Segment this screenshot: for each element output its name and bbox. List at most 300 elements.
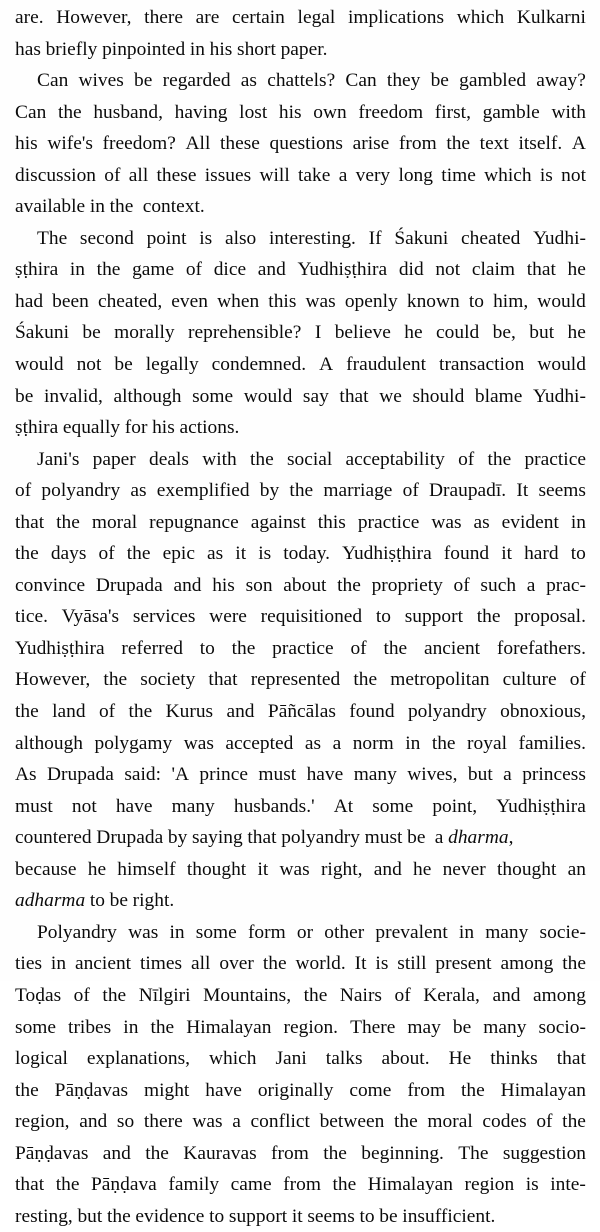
word: be, xyxy=(492,322,516,344)
word: of xyxy=(73,984,90,1006)
word: not xyxy=(561,164,586,186)
word: Kulkarni xyxy=(516,7,586,28)
word: All xyxy=(185,133,211,155)
text-line xyxy=(15,2,586,34)
word: Kerala, xyxy=(423,984,480,1006)
word: invalid, xyxy=(43,385,103,407)
word: although xyxy=(113,385,182,407)
word: the xyxy=(57,101,82,123)
word: Drupada xyxy=(47,764,114,786)
word: Yudhiṣṭhira xyxy=(15,637,105,659)
word: the xyxy=(431,732,456,754)
text-line xyxy=(15,444,586,476)
word: to xyxy=(199,637,215,659)
word: wives, xyxy=(407,764,458,786)
line-text xyxy=(15,791,586,823)
line-text xyxy=(15,728,586,760)
word: forefathers. xyxy=(496,637,586,659)
word: fraudulent xyxy=(346,354,427,376)
text-line xyxy=(15,160,586,192)
line-text xyxy=(37,223,586,255)
word: socie- xyxy=(539,921,586,943)
word: practice xyxy=(272,637,334,659)
word: is xyxy=(375,953,389,975)
word: first, xyxy=(434,101,471,123)
text-line xyxy=(15,1012,586,1044)
word: point, xyxy=(432,795,478,817)
word: the xyxy=(249,448,274,470)
word: form xyxy=(247,921,286,943)
word: come xyxy=(349,1079,392,1101)
line-text xyxy=(15,696,586,728)
word: some xyxy=(195,921,237,943)
word: cheated, xyxy=(97,290,163,312)
word: time xyxy=(441,164,476,186)
word: the xyxy=(231,637,256,659)
word: such xyxy=(480,574,517,596)
word: these xyxy=(156,164,197,186)
word: Śakuni xyxy=(15,322,69,344)
word: him, xyxy=(493,290,529,312)
word: socio- xyxy=(538,1016,586,1038)
word: found xyxy=(443,543,490,565)
line-text xyxy=(15,1169,586,1201)
word: a xyxy=(338,164,348,186)
word: between xyxy=(319,1111,385,1133)
word: legally xyxy=(145,354,199,376)
word: but xyxy=(467,764,493,786)
word: among xyxy=(500,953,554,975)
word: and xyxy=(173,574,202,596)
word: long xyxy=(398,164,433,186)
word: he xyxy=(404,322,423,344)
word: A xyxy=(571,133,586,155)
word: The xyxy=(37,227,68,249)
word: be xyxy=(430,70,449,92)
word: this xyxy=(268,290,297,312)
word: the xyxy=(145,1142,169,1164)
word: convince xyxy=(15,574,86,596)
word: Yudhi- xyxy=(533,385,586,407)
word: which xyxy=(456,7,505,28)
word: not xyxy=(435,259,461,281)
word: son xyxy=(245,574,273,596)
line-text xyxy=(15,601,586,633)
word: practice xyxy=(524,448,586,470)
word: 'A xyxy=(171,764,189,786)
word: the xyxy=(487,448,512,470)
word: that xyxy=(556,1048,586,1070)
word: over xyxy=(219,953,254,975)
word: conflict xyxy=(250,1111,310,1133)
word: of xyxy=(536,1111,553,1133)
word: did xyxy=(398,259,424,281)
word: be xyxy=(452,1016,472,1038)
word: times xyxy=(139,953,183,975)
word: is xyxy=(258,543,272,565)
word: in xyxy=(123,1016,139,1038)
word: freedom? xyxy=(102,133,176,155)
word: of xyxy=(458,448,475,470)
word: dice xyxy=(213,259,247,281)
text-line xyxy=(15,1169,586,1201)
paragraph xyxy=(15,917,586,1232)
word: which xyxy=(209,1048,257,1070)
word: would xyxy=(15,354,64,376)
word: Yudhi- xyxy=(533,227,586,249)
word: thinks xyxy=(490,1048,538,1070)
word: acceptability xyxy=(345,448,445,470)
line-text xyxy=(15,759,586,791)
word: also xyxy=(224,227,257,249)
word: be xyxy=(134,70,153,92)
word: of xyxy=(104,164,121,186)
word: gamble xyxy=(482,101,540,123)
word: logical xyxy=(15,1048,68,1070)
word: with xyxy=(202,448,237,470)
word: At xyxy=(333,795,354,817)
word: polyandry xyxy=(41,480,121,502)
word: never xyxy=(442,858,486,880)
word: the xyxy=(289,480,314,502)
word: have xyxy=(205,1079,242,1101)
text-line xyxy=(15,128,586,160)
word: Pāñcālas xyxy=(267,701,336,723)
word: of xyxy=(98,701,116,723)
word: openly xyxy=(344,290,398,312)
text-line xyxy=(15,65,586,97)
word: the xyxy=(15,1079,39,1101)
word: he xyxy=(413,858,432,880)
word: the xyxy=(446,133,471,155)
text-line xyxy=(15,854,586,886)
line-text xyxy=(15,854,586,886)
word: his xyxy=(278,101,302,123)
word: and xyxy=(492,984,521,1006)
word: many xyxy=(171,795,215,817)
word: his xyxy=(212,574,235,596)
word: I xyxy=(314,322,322,344)
word: of xyxy=(402,480,419,502)
line-text xyxy=(15,538,586,570)
word: lost xyxy=(239,101,268,123)
text-line xyxy=(15,97,586,129)
word: There xyxy=(350,1016,396,1038)
word: Yudhiṣṭhira xyxy=(342,543,432,565)
word: of xyxy=(394,984,411,1006)
word: thought xyxy=(186,858,247,880)
word: world. xyxy=(295,953,346,975)
word: prevalent xyxy=(375,921,448,943)
word: Pāṇḍavas xyxy=(15,1142,89,1164)
word: in xyxy=(169,921,185,943)
word: itself. xyxy=(518,133,563,155)
word: against xyxy=(250,511,306,533)
word: support xyxy=(404,606,463,628)
word: be xyxy=(15,385,34,407)
text-line xyxy=(15,759,586,791)
line-text xyxy=(15,664,586,696)
word: requisitioned xyxy=(260,606,363,628)
word: region xyxy=(464,1174,515,1196)
word: talks xyxy=(325,1048,363,1070)
word: Himalayan xyxy=(186,1016,272,1038)
word: reprehensible? xyxy=(188,322,302,344)
word: be xyxy=(114,354,133,376)
word: is xyxy=(199,227,213,249)
line-text xyxy=(15,633,586,665)
word: the xyxy=(303,984,328,1006)
word: the xyxy=(383,637,408,659)
word: region, xyxy=(15,1111,70,1133)
word: was xyxy=(192,1111,223,1133)
word: evident xyxy=(501,511,559,533)
word: the xyxy=(55,1174,80,1196)
text-line-with-italic xyxy=(15,885,586,917)
word: royal xyxy=(467,732,507,754)
word: is xyxy=(539,164,553,186)
line-text xyxy=(37,65,586,97)
text-line xyxy=(15,286,586,318)
word: polyandry xyxy=(407,701,487,723)
paragraph xyxy=(15,2,586,65)
word: morally xyxy=(114,322,175,344)
text-line xyxy=(15,791,586,823)
word: norm xyxy=(352,732,394,754)
word: the xyxy=(102,984,127,1006)
word: the xyxy=(562,1111,586,1133)
word: the xyxy=(562,953,586,975)
italic-term-adharma: adharma xyxy=(15,890,86,912)
word: days xyxy=(50,543,87,565)
word: Pāṇḍava xyxy=(90,1174,157,1196)
word: wife's xyxy=(47,133,93,155)
word: the xyxy=(353,669,378,691)
word: right, xyxy=(320,858,363,880)
word: it xyxy=(235,543,247,565)
line-text xyxy=(15,381,586,413)
line-text xyxy=(15,1043,586,1075)
text-line-with-italic xyxy=(15,822,586,854)
word: It xyxy=(354,953,367,975)
word: must xyxy=(258,764,297,786)
word: Nīlgiri xyxy=(138,984,191,1006)
word: say xyxy=(302,385,329,407)
word: a xyxy=(503,764,512,786)
word: implications xyxy=(347,7,445,28)
italic-term-dharma: dharma xyxy=(448,827,509,849)
word: or xyxy=(296,921,314,943)
text-line xyxy=(15,538,586,570)
word: the xyxy=(96,259,121,281)
word: As xyxy=(15,764,37,786)
word: A xyxy=(319,354,334,376)
word: would xyxy=(537,354,586,376)
line-text xyxy=(15,1106,586,1138)
word: because xyxy=(15,858,77,880)
word: take xyxy=(298,164,331,186)
word: about. xyxy=(381,1048,430,1070)
word: as xyxy=(130,480,147,502)
word: the xyxy=(128,701,153,723)
word: we xyxy=(379,385,402,407)
word: the xyxy=(262,953,287,975)
word: found xyxy=(349,701,395,723)
word: moral xyxy=(91,511,138,533)
word: point xyxy=(146,227,187,249)
word: he xyxy=(567,322,586,344)
word: should xyxy=(412,385,465,407)
word: Draupadī. xyxy=(429,480,507,502)
word: from xyxy=(407,1079,446,1101)
paragraph xyxy=(15,223,586,444)
word: tice. xyxy=(15,606,48,628)
word: originally xyxy=(257,1079,334,1101)
page-text-column xyxy=(15,2,586,1232)
word: culture xyxy=(502,669,557,691)
word: Drupada xyxy=(95,574,163,596)
word: the xyxy=(332,1174,357,1196)
word: prince xyxy=(199,764,248,786)
word: are xyxy=(195,7,220,28)
word: as xyxy=(207,543,224,565)
line-text: resting, but the evidence to support it seems to be insufficient. xyxy=(15,1205,496,1227)
word: in xyxy=(69,259,85,281)
word: as xyxy=(304,732,322,754)
word: he xyxy=(87,858,107,880)
word: from xyxy=(283,1174,321,1196)
word: many xyxy=(353,764,397,786)
word: game xyxy=(132,259,175,281)
word: Can xyxy=(15,101,47,123)
word: there xyxy=(143,1111,183,1133)
line-text xyxy=(15,1012,586,1044)
text-line xyxy=(15,223,586,255)
word: epic xyxy=(162,543,195,565)
word: moral xyxy=(427,1111,473,1133)
word: Pāṇḍavas xyxy=(54,1079,129,1101)
word: Can xyxy=(345,70,377,92)
word: land xyxy=(52,701,86,723)
word: explanations, xyxy=(86,1048,191,1070)
line-text: ṣṭhira equally for his actions. xyxy=(15,417,240,439)
word: obnoxious, xyxy=(500,701,586,723)
word: of xyxy=(185,259,203,281)
word: he xyxy=(567,259,586,281)
word: some xyxy=(15,1016,57,1038)
word: practice xyxy=(357,511,420,533)
word: However, xyxy=(56,7,132,28)
word: inte- xyxy=(550,1174,586,1196)
word: some xyxy=(372,795,414,817)
line-text xyxy=(15,948,586,980)
text-line xyxy=(15,980,586,1012)
word: in xyxy=(50,953,67,975)
paragraph-indent xyxy=(15,917,37,949)
text-line xyxy=(15,948,586,980)
word: to xyxy=(375,606,391,628)
word: legal xyxy=(297,7,336,28)
word: from xyxy=(271,1142,309,1164)
line-text xyxy=(15,1075,586,1107)
word: hard xyxy=(524,543,559,565)
word: even xyxy=(171,290,208,312)
word: social xyxy=(286,448,333,470)
word: might xyxy=(143,1079,190,1101)
text-line xyxy=(15,1043,586,1075)
text-line xyxy=(15,664,586,696)
word: and xyxy=(257,259,286,281)
word: from xyxy=(398,133,437,155)
word: Polyandry xyxy=(37,921,117,943)
word: been xyxy=(52,290,89,312)
word: although xyxy=(15,732,84,754)
word: paper xyxy=(92,448,136,470)
word: certain xyxy=(232,7,285,28)
text-line xyxy=(15,696,586,728)
text-line xyxy=(15,728,586,760)
word: ancient xyxy=(74,953,132,975)
word: represented xyxy=(250,669,341,691)
word: his xyxy=(15,133,38,155)
paragraph xyxy=(15,444,586,917)
word: still xyxy=(397,953,427,975)
word: the xyxy=(126,543,151,565)
word: transaction xyxy=(439,354,525,376)
word: services xyxy=(132,606,196,628)
word: Toḍas xyxy=(15,984,62,1006)
line-text xyxy=(15,286,586,318)
word: the xyxy=(323,1142,347,1164)
word: with xyxy=(551,101,586,123)
word: believe xyxy=(334,322,391,344)
text-line xyxy=(15,1201,586,1232)
word: regarded xyxy=(162,70,231,92)
word: If xyxy=(368,227,382,249)
word: the xyxy=(337,574,361,596)
word: freedom xyxy=(358,101,424,123)
word: discussion xyxy=(15,164,97,186)
word: among xyxy=(533,984,586,1006)
word: issues xyxy=(204,164,252,186)
word: prac- xyxy=(546,574,586,596)
word: thought xyxy=(496,858,557,880)
word: marriage xyxy=(323,480,393,502)
word: region. xyxy=(283,1016,339,1038)
line-text: to be right. xyxy=(85,890,175,912)
word: chattels? xyxy=(267,70,336,92)
word: family xyxy=(168,1174,220,1196)
line-text xyxy=(15,254,586,286)
word: condemned. xyxy=(211,354,307,376)
word: it xyxy=(257,858,269,880)
line-text xyxy=(15,475,586,507)
line-text xyxy=(15,317,586,349)
word: have xyxy=(115,795,153,817)
word: the xyxy=(15,543,39,565)
word: very xyxy=(355,164,391,186)
word: society xyxy=(140,669,196,691)
word: the xyxy=(15,701,39,723)
text-line xyxy=(15,570,586,602)
word: about xyxy=(283,574,327,596)
word: this xyxy=(317,511,346,533)
line-text xyxy=(37,917,586,949)
word: be xyxy=(82,322,101,344)
word: it xyxy=(501,543,513,565)
line-text xyxy=(15,160,586,192)
word: all xyxy=(128,164,149,186)
